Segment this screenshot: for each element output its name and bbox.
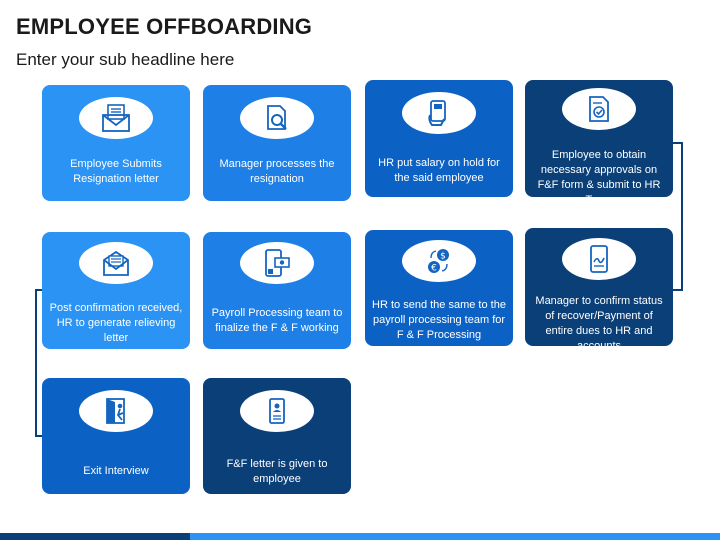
step-10-label: F&F letter is given to employee (226, 458, 328, 485)
step-9-icon-oval (79, 390, 153, 432)
footer-bar-dark (0, 533, 190, 540)
step-5-label: Manager to confirm status of recover/Payment of entire dues to HR and accounts (535, 295, 663, 352)
step-1-icon-oval (79, 97, 153, 139)
step-6-icon-oval (402, 240, 476, 282)
step-9-label: Exit Interview (83, 465, 149, 477)
step-8-icon-oval (79, 242, 153, 284)
page-title: EMPLOYEE OFFBOARDING (16, 14, 313, 39)
step-2-icon-oval (240, 97, 314, 139)
step-4-label: Employee to obtain necessary approvals on F&F form & submit to HR Team (537, 149, 661, 206)
step-8-card (42, 232, 190, 349)
step-4-card (525, 80, 673, 206)
step-3-icon-oval (402, 92, 476, 134)
step-7-card (203, 232, 351, 349)
exit-door-icon (101, 396, 131, 426)
step-1-label: Employee Submits Resignation letter (70, 158, 162, 185)
step-7-icon-oval (240, 242, 314, 284)
step-10-icon-oval (240, 390, 314, 432)
approval-form-icon (584, 94, 614, 124)
tablet-signature-icon (584, 244, 614, 274)
currency-exchange-icon (423, 246, 455, 276)
step-2-label: Manager processes the resignation (219, 158, 335, 185)
step-6-label: HR to send the same to the payroll processing team for F & F Processing (372, 299, 506, 341)
step-10-card (203, 378, 351, 494)
step-3-label: HR put salary on hold for the said employee (378, 157, 500, 184)
step-6-card (365, 230, 513, 346)
step-8-label: Post confirmation received, HR to generate relieving letter (49, 302, 183, 344)
step-5-icon-oval (562, 238, 636, 280)
envelope-letter-icon (100, 103, 132, 133)
step-3-card (365, 80, 513, 197)
page-subtitle: Enter your sub headline here (16, 50, 235, 69)
step-2-card (203, 85, 351, 201)
mobile-payment-icon (261, 248, 293, 278)
footer-bar-light (190, 533, 720, 540)
step-7-label: Payroll Processing team to finalize the F & F working (211, 307, 343, 334)
id-document-icon (262, 396, 292, 426)
svg-text:€: € (431, 263, 437, 274)
document-search-icon (262, 103, 292, 133)
step-1-card (42, 85, 190, 201)
svg-text:$: $ (440, 251, 446, 262)
hand-card-icon (424, 98, 454, 128)
step-5-card (525, 228, 673, 352)
step-9-card (42, 378, 190, 494)
step-4-icon-oval (562, 88, 636, 130)
letter-envelope-icon (100, 248, 132, 278)
